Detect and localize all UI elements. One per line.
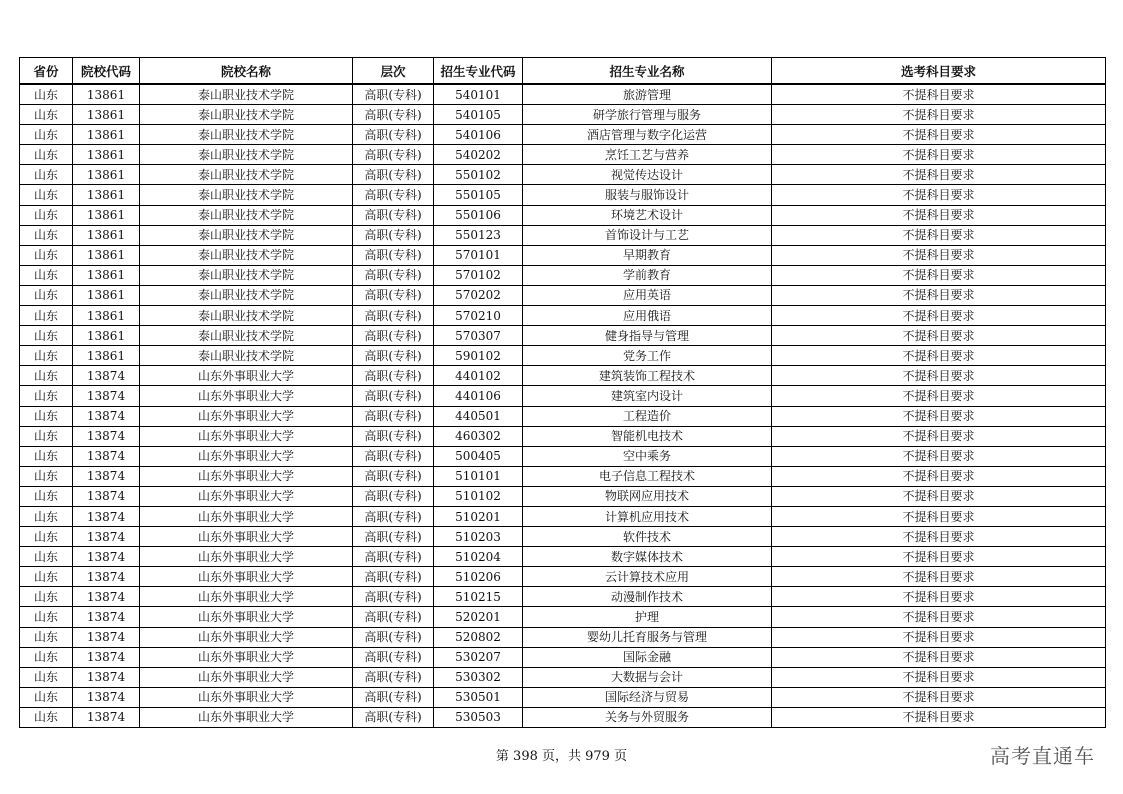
cell-school-code: 13861 [73,326,140,346]
cell-school-name: 泰山职业技术学院 [140,225,353,245]
cell-major-code: 440106 [434,386,523,406]
cell-major-code: 510101 [434,466,523,486]
cell-level: 高职(专科) [353,647,434,667]
cell-major-code: 570102 [434,265,523,285]
cell-school-name: 山东外事职业大学 [140,667,353,687]
cell-province: 山东 [20,587,73,607]
cell-province: 山东 [20,547,73,567]
cell-school-code: 13861 [73,346,140,366]
cell-school-name: 山东外事职业大学 [140,506,353,526]
cell-major-code: 510215 [434,587,523,607]
cell-subject-requirement: 不提科目要求 [772,627,1106,647]
cell-school-code: 13861 [73,145,140,165]
table-row [20,587,1106,607]
cell-subject-requirement: 不提科目要求 [772,346,1106,366]
cell-subject-requirement: 不提科目要求 [772,105,1106,125]
cell-level: 高职(专科) [353,607,434,627]
table-row [20,707,1106,727]
cell-major-name: 数字媒体技术 [523,547,772,567]
cell-province: 山东 [20,306,73,326]
cell-major-name: 电子信息工程技术 [523,466,772,486]
admission-table-container [19,57,1105,728]
cell-province: 山东 [20,225,73,245]
cell-province: 山东 [20,426,73,446]
cell-level: 高职(专科) [353,587,434,607]
cell-major-code: 530302 [434,667,523,687]
cell-school-name: 泰山职业技术学院 [140,145,353,165]
cell-level: 高职(专科) [353,366,434,386]
cell-province: 山东 [20,245,73,265]
cell-school-code: 13861 [73,105,140,125]
cell-subject-requirement: 不提科目要求 [772,326,1106,346]
cell-province: 山东 [20,506,73,526]
cell-province: 山东 [20,486,73,506]
table-row [20,647,1106,667]
cell-school-code: 13861 [73,165,140,185]
cell-subject-requirement: 不提科目要求 [772,446,1106,466]
cell-level: 高职(专科) [353,245,434,265]
cell-school-code: 13874 [73,687,140,707]
cell-school-code: 13874 [73,527,140,547]
cell-school-code: 13874 [73,406,140,426]
cell-subject-requirement: 不提科目要求 [772,265,1106,285]
cell-major-name: 环境艺术设计 [523,205,772,225]
header-province: 省份 [20,58,73,85]
cell-school-name: 泰山职业技术学院 [140,205,353,225]
table-row [20,125,1106,145]
cell-subject-requirement: 不提科目要求 [772,84,1106,105]
cell-school-code: 13874 [73,567,140,587]
table-row [20,567,1106,587]
table-row [20,627,1106,647]
cell-major-code: 530503 [434,707,523,727]
cell-level: 高职(专科) [353,265,434,285]
cell-major-name: 应用英语 [523,285,772,305]
cell-province: 山东 [20,185,73,205]
cell-subject-requirement: 不提科目要求 [772,506,1106,526]
table-row [20,667,1106,687]
cell-major-name: 早期教育 [523,245,772,265]
cell-level: 高职(专科) [353,145,434,165]
cell-province: 山东 [20,205,73,225]
cell-province: 山东 [20,687,73,707]
cell-school-name: 山东外事职业大学 [140,647,353,667]
table-row [20,326,1106,346]
cell-school-code: 13861 [73,125,140,145]
cell-subject-requirement: 不提科目要求 [772,386,1106,406]
cell-school-code: 13861 [73,245,140,265]
cell-province: 山东 [20,386,73,406]
cell-school-name: 泰山职业技术学院 [140,245,353,265]
cell-school-code: 13874 [73,627,140,647]
cell-level: 高职(专科) [353,486,434,506]
cell-province: 山东 [20,567,73,587]
cell-major-name: 视觉传达设计 [523,165,772,185]
cell-school-name: 山东外事职业大学 [140,567,353,587]
cell-major-code: 460302 [434,426,523,446]
cell-school-name: 山东外事职业大学 [140,687,353,707]
table-row [20,446,1106,466]
cell-major-name: 建筑装饰工程技术 [523,366,772,386]
table-body [20,84,1106,728]
cell-province: 山东 [20,466,73,486]
cell-major-code: 440501 [434,406,523,426]
watermark-logo-text: 高考直通车 [990,744,1095,768]
cell-subject-requirement: 不提科目要求 [772,707,1106,727]
cell-school-name: 山东外事职业大学 [140,466,353,486]
cell-level: 高职(专科) [353,185,434,205]
cell-level: 高职(专科) [353,225,434,245]
cell-school-name: 泰山职业技术学院 [140,84,353,105]
cell-school-name: 山东外事职业大学 [140,386,353,406]
cell-province: 山东 [20,165,73,185]
cell-major-name: 首饰设计与工艺 [523,225,772,245]
cell-subject-requirement: 不提科目要求 [772,486,1106,506]
cell-school-name: 泰山职业技术学院 [140,125,353,145]
cell-major-name: 动漫制作技术 [523,587,772,607]
cell-major-name: 关务与外贸服务 [523,707,772,727]
cell-major-name: 大数据与会计 [523,667,772,687]
cell-school-code: 13874 [73,587,140,607]
cell-major-code: 570307 [434,326,523,346]
cell-major-name: 国际金融 [523,647,772,667]
cell-major-code: 510102 [434,486,523,506]
table-row [20,527,1106,547]
cell-subject-requirement: 不提科目要求 [772,165,1106,185]
cell-major-code: 510204 [434,547,523,567]
cell-school-code: 13861 [73,225,140,245]
cell-major-name: 烹饪工艺与营养 [523,145,772,165]
cell-province: 山东 [20,527,73,547]
cell-major-name: 国际经济与贸易 [523,687,772,707]
cell-school-code: 13861 [73,205,140,225]
cell-school-name: 山东外事职业大学 [140,446,353,466]
cell-subject-requirement: 不提科目要求 [772,125,1106,145]
cell-school-name: 山东外事职业大学 [140,607,353,627]
header-level: 层次 [353,58,434,85]
cell-level: 高职(专科) [353,346,434,366]
table-row [20,386,1106,406]
cell-school-code: 13874 [73,547,140,567]
cell-major-name: 计算机应用技术 [523,506,772,526]
cell-subject-requirement: 不提科目要求 [772,547,1106,567]
cell-school-name: 山东外事职业大学 [140,486,353,506]
cell-school-name: 泰山职业技术学院 [140,346,353,366]
cell-province: 山东 [20,647,73,667]
cell-major-code: 520201 [434,607,523,627]
cell-province: 山东 [20,84,73,105]
cell-school-code: 13861 [73,84,140,105]
cell-school-name: 泰山职业技术学院 [140,265,353,285]
table-row [20,406,1106,426]
page-number: 第 398 页，共 979 页 [495,749,628,764]
cell-school-code: 13874 [73,386,140,406]
cell-subject-requirement: 不提科目要求 [772,567,1106,587]
cell-major-code: 500405 [434,446,523,466]
cell-subject-requirement: 不提科目要求 [772,527,1106,547]
table-row [20,426,1106,446]
cell-major-code: 590102 [434,346,523,366]
header-subject-requirement: 选考科目要求 [772,58,1106,85]
table-header [20,58,1106,85]
cell-level: 高职(专科) [353,567,434,587]
cell-level: 高职(专科) [353,84,434,105]
cell-school-name: 山东外事职业大学 [140,547,353,567]
cell-major-code: 440102 [434,366,523,386]
cell-subject-requirement: 不提科目要求 [772,225,1106,245]
cell-major-name: 酒店管理与数字化运营 [523,125,772,145]
cell-major-name: 研学旅行管理与服务 [523,105,772,125]
table-row [20,205,1106,225]
cell-major-name: 智能机电技术 [523,426,772,446]
cell-province: 山东 [20,285,73,305]
cell-major-name: 护理 [523,607,772,627]
table-row [20,346,1106,366]
cell-school-name: 山东外事职业大学 [140,707,353,727]
table-row [20,547,1106,567]
cell-level: 高职(专科) [353,547,434,567]
cell-level: 高职(专科) [353,165,434,185]
cell-level: 高职(专科) [353,386,434,406]
cell-level: 高职(专科) [353,627,434,647]
cell-province: 山东 [20,326,73,346]
cell-major-name: 工程造价 [523,406,772,426]
cell-school-name: 泰山职业技术学院 [140,165,353,185]
cell-level: 高职(专科) [353,125,434,145]
cell-school-code: 13861 [73,185,140,205]
cell-school-name: 山东外事职业大学 [140,406,353,426]
cell-major-name: 空中乘务 [523,446,772,466]
cell-province: 山东 [20,406,73,426]
cell-major-code: 530501 [434,687,523,707]
cell-school-name: 泰山职业技术学院 [140,185,353,205]
cell-province: 山东 [20,265,73,285]
cell-subject-requirement: 不提科目要求 [772,205,1106,225]
table-row [20,607,1106,627]
header-major-code: 招生专业代码 [434,58,523,85]
cell-major-name: 软件技术 [523,527,772,547]
table-row [20,306,1106,326]
cell-province: 山东 [20,105,73,125]
cell-school-name: 泰山职业技术学院 [140,105,353,125]
cell-school-code: 13874 [73,446,140,466]
cell-level: 高职(专科) [353,205,434,225]
cell-major-code: 540105 [434,105,523,125]
cell-school-code: 13861 [73,306,140,326]
cell-school-name: 山东外事职业大学 [140,527,353,547]
cell-level: 高职(专科) [353,527,434,547]
cell-level: 高职(专科) [353,466,434,486]
cell-subject-requirement: 不提科目要求 [772,587,1106,607]
cell-major-code: 530207 [434,647,523,667]
header-school-code: 院校代码 [73,58,140,85]
cell-major-code: 540202 [434,145,523,165]
cell-major-name: 婴幼儿托育服务与管理 [523,627,772,647]
cell-subject-requirement: 不提科目要求 [772,285,1106,305]
cell-subject-requirement: 不提科目要求 [772,667,1106,687]
cell-major-code: 550102 [434,165,523,185]
cell-school-name: 山东外事职业大学 [140,587,353,607]
cell-major-name: 应用俄语 [523,306,772,326]
table-row [20,366,1106,386]
cell-school-name: 泰山职业技术学院 [140,306,353,326]
cell-major-name: 服装与服饰设计 [523,185,772,205]
cell-school-name: 泰山职业技术学院 [140,326,353,346]
header-row [20,58,1106,85]
table-row [20,486,1106,506]
cell-school-name: 山东外事职业大学 [140,627,353,647]
cell-level: 高职(专科) [353,426,434,446]
cell-school-code: 13861 [73,265,140,285]
cell-province: 山东 [20,346,73,366]
cell-school-code: 13874 [73,506,140,526]
table-row [20,285,1106,305]
cell-subject-requirement: 不提科目要求 [772,306,1106,326]
cell-major-name: 建筑室内设计 [523,386,772,406]
cell-major-name: 党务工作 [523,346,772,366]
cell-province: 山东 [20,667,73,687]
admission-table [19,57,1106,728]
table-row [20,165,1106,185]
cell-province: 山东 [20,145,73,165]
cell-subject-requirement: 不提科目要求 [772,366,1106,386]
cell-major-code: 570101 [434,245,523,265]
cell-school-name: 泰山职业技术学院 [140,285,353,305]
cell-school-code: 13874 [73,466,140,486]
cell-subject-requirement: 不提科目要求 [772,245,1106,265]
cell-school-code: 13874 [73,707,140,727]
cell-level: 高职(专科) [353,667,434,687]
cell-major-code: 540106 [434,125,523,145]
cell-province: 山东 [20,607,73,627]
cell-major-code: 550123 [434,225,523,245]
cell-major-name: 健身指导与管理 [523,326,772,346]
cell-subject-requirement: 不提科目要求 [772,406,1106,426]
cell-major-code: 570210 [434,306,523,326]
cell-level: 高职(专科) [353,687,434,707]
cell-level: 高职(专科) [353,446,434,466]
table-row [20,225,1106,245]
cell-subject-requirement: 不提科目要求 [772,607,1106,627]
cell-major-name: 旅游管理 [523,84,772,105]
cell-school-code: 13874 [73,667,140,687]
cell-school-code: 13874 [73,607,140,627]
table-row [20,105,1106,125]
cell-subject-requirement: 不提科目要求 [772,647,1106,667]
cell-major-name: 物联网应用技术 [523,486,772,506]
cell-school-code: 13874 [73,486,140,506]
table-row [20,687,1106,707]
cell-level: 高职(专科) [353,285,434,305]
cell-level: 高职(专科) [353,306,434,326]
cell-subject-requirement: 不提科目要求 [772,466,1106,486]
header-major-name: 招生专业名称 [523,58,772,85]
cell-province: 山东 [20,627,73,647]
cell-subject-requirement: 不提科目要求 [772,145,1106,165]
cell-subject-requirement: 不提科目要求 [772,426,1106,446]
cell-subject-requirement: 不提科目要求 [772,687,1106,707]
cell-major-code: 550106 [434,205,523,225]
cell-level: 高职(专科) [353,105,434,125]
cell-province: 山东 [20,125,73,145]
cell-major-code: 510201 [434,506,523,526]
cell-school-code: 13874 [73,366,140,386]
header-school-name: 院校名称 [140,58,353,85]
cell-school-code: 13874 [73,647,140,667]
cell-major-code: 510203 [434,527,523,547]
cell-major-name: 学前教育 [523,265,772,285]
cell-school-name: 山东外事职业大学 [140,426,353,446]
cell-major-code: 570202 [434,285,523,305]
cell-major-code: 510206 [434,567,523,587]
cell-level: 高职(专科) [353,506,434,526]
cell-level: 高职(专科) [353,326,434,346]
cell-school-code: 13861 [73,285,140,305]
cell-major-code: 550105 [434,185,523,205]
table-row [20,506,1106,526]
table-row [20,145,1106,165]
table-row [20,84,1106,105]
cell-level: 高职(专科) [353,406,434,426]
table-row [20,245,1106,265]
table-row [20,265,1106,285]
cell-major-name: 云计算技术应用 [523,567,772,587]
table-row [20,185,1106,205]
cell-school-code: 13874 [73,426,140,446]
cell-level: 高职(专科) [353,707,434,727]
table-row [20,466,1106,486]
cell-major-code: 540101 [434,84,523,105]
cell-province: 山东 [20,707,73,727]
cell-major-code: 520802 [434,627,523,647]
cell-province: 山东 [20,366,73,386]
cell-subject-requirement: 不提科目要求 [772,185,1106,205]
cell-school-name: 山东外事职业大学 [140,366,353,386]
cell-province: 山东 [20,446,73,466]
